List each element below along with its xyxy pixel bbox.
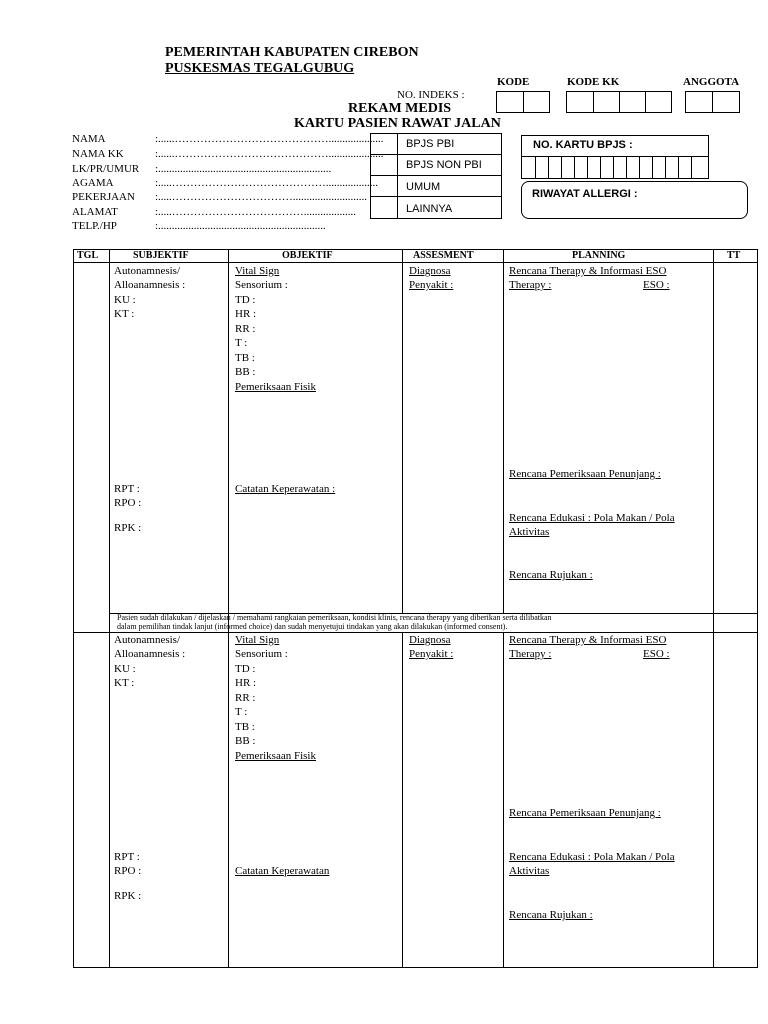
- title-rekam-medis: REKAM MEDIS: [348, 101, 452, 116]
- obj-sensorium: Sensorium :: [235, 648, 288, 660]
- plan-edukasi: Rencana Edukasi : Pola Makan / Pola: [509, 851, 675, 863]
- pekerjaan-label: PEKERJAAN: [72, 191, 135, 203]
- subj-alloanamnesis: Alloanamnesis :: [114, 279, 186, 291]
- obj-bb: BB :: [235, 735, 256, 747]
- subj-autonamnesis: Autonamnesis/: [114, 634, 180, 646]
- obj-bb: BB :: [235, 366, 256, 378]
- plan-eso: ESO :: [643, 648, 670, 660]
- obj-td: TD :: [235, 663, 256, 675]
- pekerjaan-field[interactable]: :.....……………………………...........................: [155, 191, 368, 203]
- bpjs-non-pbi-checkbox[interactable]: [370, 154, 398, 176]
- no-indeks-label: NO. INDEKS :: [397, 89, 465, 101]
- subj-ku: KU :: [114, 294, 136, 306]
- col-tt: TT: [727, 250, 741, 261]
- consent-line-2: dalam pemilihan tindak lanjut (informed choice) dan sudah menyetujui tindakan yang akan dilakukan (informed consent).: [117, 622, 508, 631]
- org-name: PEMERINTAH KABUPATEN CIREBON: [165, 45, 419, 60]
- obj-pemeriksaan-fisik: Pemeriksaan Fisik: [235, 381, 316, 393]
- subj-rpo: RPO :: [114, 497, 142, 509]
- agama-field[interactable]: :.....……………………………………...................: [155, 177, 379, 189]
- obj-hr: HR :: [235, 308, 257, 320]
- plan-eso: ESO :: [643, 279, 670, 291]
- kode-boxes[interactable]: [496, 91, 550, 113]
- allergy-box[interactable]: [521, 181, 748, 219]
- nama-field[interactable]: :......……………………………………....................: [155, 133, 384, 145]
- facility-name: PUSKESMAS TEGALGUBUG: [165, 61, 355, 76]
- bpjs-card-box: [521, 135, 709, 179]
- subj-rpk: RPK :: [114, 522, 142, 534]
- bpjs-pbi-checkbox[interactable]: [370, 133, 398, 155]
- obj-t: T :: [235, 337, 248, 349]
- plan-rujukan: Rencana Rujukan :: [509, 569, 593, 581]
- lk-pr-umur-label: LK/PR/UMUR: [72, 163, 140, 175]
- obj-td: TD :: [235, 294, 256, 306]
- lainnya-label: LAINNYA: [406, 203, 453, 215]
- title-kartu-pasien: KARTU PASIEN RAWAT JALAN: [294, 116, 501, 131]
- kode-kk-label: KODE KK: [567, 76, 620, 88]
- umum-checkbox[interactable]: [370, 175, 398, 197]
- kode-kk-boxes[interactable]: [566, 91, 672, 113]
- plan-edukasi: Rencana Edukasi : Pola Makan / Pola: [509, 512, 675, 524]
- assess-penyakit: Penyakit :: [409, 279, 454, 291]
- subj-rpt: RPT :: [114, 483, 140, 495]
- subj-kt: KT :: [114, 308, 135, 320]
- obj-tb: TB :: [235, 352, 255, 364]
- bpjs-card-label: NO. KARTU BPJS :: [533, 139, 633, 151]
- col-tgl: TGL: [77, 250, 99, 261]
- subj-rpk: RPK :: [114, 890, 142, 902]
- assess-diagnosa: Diagnosa: [409, 634, 451, 646]
- nama-kk-field[interactable]: :......……………………………………....................: [155, 148, 384, 160]
- plan-rujukan: Rencana Rujukan :: [509, 909, 593, 921]
- alamat-field[interactable]: :.....………………………………...................: [155, 206, 357, 218]
- anggota-boxes[interactable]: [685, 91, 740, 113]
- bpjs-non-pbi-option: [397, 154, 502, 176]
- plan-therapy-eso: Rencana Therapy & Informasi ESO: [509, 265, 667, 277]
- lainnya-option: [397, 196, 502, 219]
- bpjs-card-digit-cells[interactable]: [522, 156, 708, 178]
- obj-vital-sign: Vital Sign: [235, 265, 280, 277]
- umum-label: UMUM: [406, 181, 441, 193]
- telp-label: TELP./HP: [72, 220, 117, 232]
- col-planning: PLANNING: [572, 250, 626, 261]
- umum-option: [397, 175, 502, 197]
- alamat-label: ALAMAT: [72, 206, 118, 218]
- plan-edukasi-cont: Aktivitas: [509, 865, 550, 877]
- obj-pemeriksaan-fisik: Pemeriksaan Fisik: [235, 750, 316, 762]
- obj-rr: RR :: [235, 692, 256, 704]
- subj-autonamnesis: Autonamnesis/: [114, 265, 180, 277]
- subj-rpt: RPT :: [114, 851, 140, 863]
- agama-label: AGAMA: [72, 177, 114, 189]
- lk-pr-umur-field[interactable]: :...............................................................: [155, 163, 332, 175]
- nama-kk-label: NAMA KK: [72, 148, 124, 160]
- obj-sensorium: Sensorium :: [235, 279, 288, 291]
- subj-rpo: RPO :: [114, 865, 142, 877]
- obj-catatan-keperawatan: Catatan Keperawatan: [235, 865, 330, 877]
- assess-penyakit: Penyakit :: [409, 648, 454, 660]
- assess-diagnosa: Diagnosa: [409, 265, 451, 277]
- plan-penunjang: Rencana Pemeriksaan Penunjang :: [509, 807, 661, 819]
- subj-kt: KT :: [114, 677, 135, 689]
- obj-hr: HR :: [235, 677, 257, 689]
- plan-therapy: Therapy :: [509, 279, 552, 291]
- anggota-label: ANGGOTA: [683, 76, 740, 88]
- telp-field[interactable]: :.............................................................: [155, 220, 326, 232]
- plan-therapy-eso: Rencana Therapy & Informasi ESO: [509, 634, 667, 646]
- allergy-label: RIWAYAT ALLERGI :: [532, 188, 638, 200]
- bpjs-pbi-label: BPJS PBI: [406, 138, 455, 150]
- obj-tb: TB :: [235, 721, 255, 733]
- col-assesment: ASSESMENT: [413, 250, 474, 261]
- plan-penunjang: Rencana Pemeriksaan Penunjang :: [509, 468, 661, 480]
- kode-label: KODE: [497, 76, 530, 88]
- bpjs-pbi-option: [397, 133, 502, 155]
- col-objektif: OBJEKTIF: [282, 250, 333, 261]
- plan-therapy: Therapy :: [509, 648, 552, 660]
- bpjs-non-pbi-label: BPJS NON PBI: [406, 159, 482, 171]
- nama-label: NAMA: [72, 133, 106, 145]
- consent-line-1: Pasien sudah dilakukan / dijelaskan / memahami rangkaian pemeriksaan, kondisi klinis, rencana therapy yang diberikan serta dilibatkan: [117, 613, 552, 622]
- col-subjektif: SUBJEKTIF: [133, 250, 189, 261]
- obj-rr: RR :: [235, 323, 256, 335]
- obj-vital-sign: Vital Sign: [235, 634, 280, 646]
- lainnya-checkbox[interactable]: [370, 196, 398, 219]
- subj-ku: KU :: [114, 663, 136, 675]
- obj-t: T :: [235, 706, 248, 718]
- obj-catatan-keperawatan: Catatan Keperawatan :: [235, 483, 336, 495]
- plan-edukasi-cont: Aktivitas: [509, 526, 550, 538]
- subj-alloanamnesis: Alloanamnesis :: [114, 648, 186, 660]
